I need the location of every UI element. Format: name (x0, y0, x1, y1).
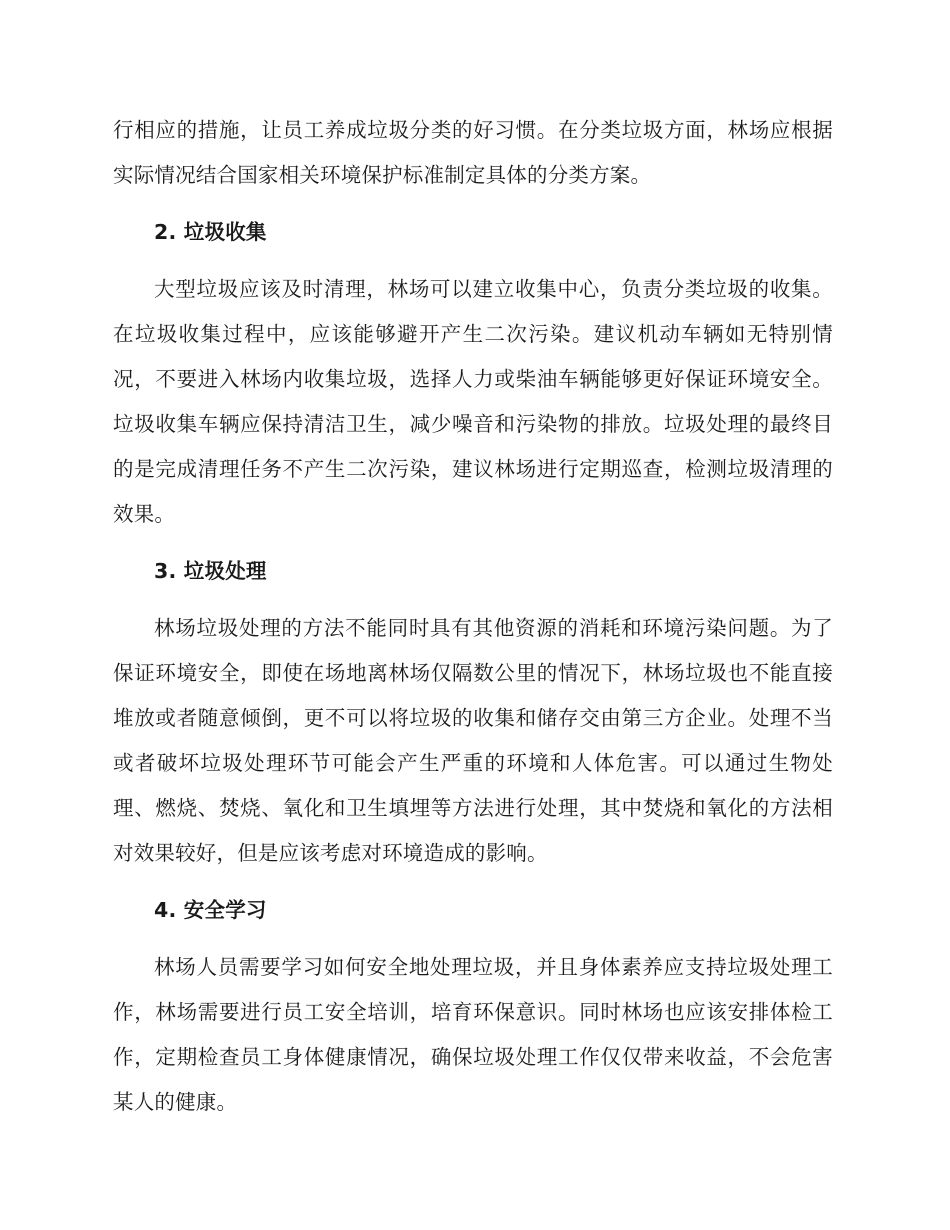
intro-paragraph: 行相应的措施，让员工养成垃圾分类的好习惯。在分类垃圾方面，林场应根据实际情况结合国家相关环境保护标准制定具体的分类方案。 (113, 118, 833, 187)
document-body (113, 108, 833, 1125)
section-heading-garbage-treatment: 3. 垃圾处理 (154, 559, 267, 583)
section-body-safety-training: 林场人员需要学习如何安全地处理垃圾，并且身体素养应支持垃圾处理工作，林场需要进行员工安全培训，培育环保意识。同时林场也应该安排体检工作，定期检查员工身体健康情况，确保垃圾处理工作仅仅带来收益，不会危害某人的健康。 (113, 955, 833, 1114)
section-body-garbage-collection: 大型垃圾应该及时清理，林场可以建立收集中心，负责分类垃圾的收集。在垃圾收集过程中，应该能够避开产生二次污染。建议机动车辆如无特别情况，不要进入林场内收集垃圾，选择人力或柴油车辆能够更好保证环境安全。垃圾收集车辆应保持清洁卫生，减少噪音和污染物的排放。垃圾处理的最终目的是完成清理任务不产生二次污染，建议林场进行定期巡查，检测垃圾清理的效果。 (113, 277, 833, 526)
section-heading-garbage-collection: 2. 垃圾收集 (154, 220, 267, 244)
section-body-garbage-treatment: 林场垃圾处理的方法不能同时具有其他资源的消耗和环境污染问题。为了保证环境安全，即使在场地离林场仅隔数公里的情况下，林场垃圾也不能直接堆放或者随意倾倒，更不可以将垃圾的收集和储存交由第三方企业。处理不当或者破坏垃圾处理环节可能会产生严重的环境和人体危害。可以通过生物处理、燃烧、焚烧、氧化和卫生填埋等方法进行处理，其中焚烧和氧化的方法相对效果较好，但是应该考虑对环境造成的影响。 (113, 616, 833, 865)
section-heading-safety-training: 4. 安全学习 (154, 898, 267, 922)
